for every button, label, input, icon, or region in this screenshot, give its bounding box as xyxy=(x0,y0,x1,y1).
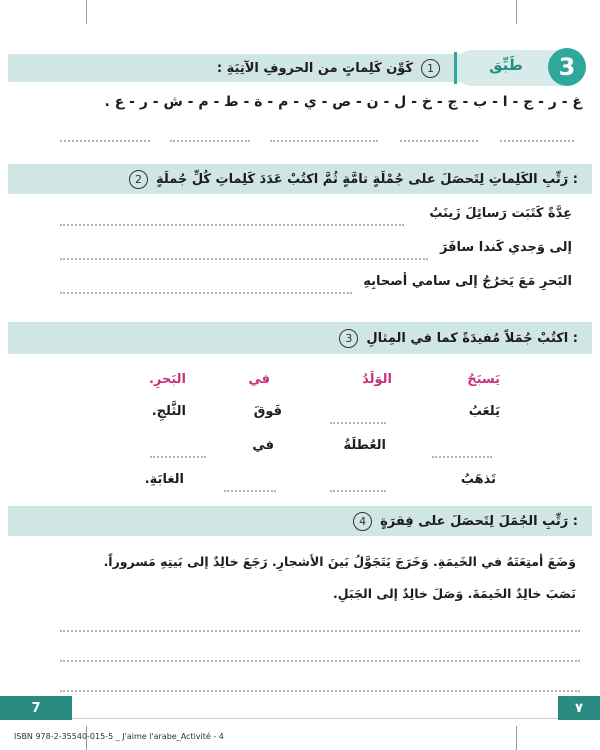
example-subject: الوَلَدُ xyxy=(362,372,392,387)
row-object: الثَّلجِ. xyxy=(151,404,186,419)
answer-dots xyxy=(60,690,580,692)
crop-mark xyxy=(86,0,87,24)
example-verb: يَسبَحُ xyxy=(467,372,500,387)
row-verb: تَذهَبُ xyxy=(460,472,496,487)
section-2-instruction: رَتِّبِ الكَلِماتِ لِتَحصَلَ على جُمْلَةٍ تامَّةٍ ثُمَّ اكتُبْ عَدَدَ كَلِماتِ كُلِّ جُملَةٍ : xyxy=(156,171,578,187)
exercise-badge-line xyxy=(454,52,457,84)
section-number-icon: 1 xyxy=(421,59,440,78)
row-verb: يَلعَبُ xyxy=(468,404,500,419)
answer-dots xyxy=(60,292,352,294)
answer-dots xyxy=(170,140,250,142)
isbn-text: ISBN 978-2-35540-015-5 _ J'aime l'arabe_Activité - 4 xyxy=(14,732,224,741)
footer-line xyxy=(72,718,558,719)
example-object: البَحرِ. xyxy=(148,372,186,387)
row-prep: فَوقَ xyxy=(253,404,282,419)
answer-dots xyxy=(60,660,580,662)
crop-mark xyxy=(516,0,517,24)
answer-dots xyxy=(224,490,276,492)
section-2-title xyxy=(129,164,578,194)
section-1-title xyxy=(217,55,440,81)
answer-dots xyxy=(270,140,378,142)
section-4-title xyxy=(353,506,578,536)
section-1-instruction: كَوِّن كَلِماتٍ من الحروفِ الآتِيَةِ : xyxy=(216,60,413,76)
section-4-instruction: رَتِّبِ الجُمَلَ لِتَحصَلَ على فِقرَةٍ : xyxy=(380,513,578,529)
page-number: 7 xyxy=(31,700,41,716)
scramble-line: إلى وَجدي كَندا سافَرَ xyxy=(439,240,572,255)
section-number-icon: 4 xyxy=(353,512,372,531)
answer-dots xyxy=(150,456,206,458)
section-3-instruction: اكتُبْ جُمَلاً مُفيدَةً كما في المِثالِ : xyxy=(366,330,578,346)
paragraph-line-1: وَضَعَ أمتِعَتَهُ في الخَيمَةِ. وَخَرَجَ يَتَجَوَّلُ بَينَ الأشجارِ. رَجَعَ خالِدٌ إلى بَيتِهِ مَسروراً. xyxy=(103,554,576,569)
scramble-line: البَحرِ مَعَ يَخرُجُ إلى سامي أصحابِهِ xyxy=(363,274,572,289)
answer-dots xyxy=(60,630,580,632)
answer-dots xyxy=(330,490,386,492)
row-object: الغابَةِ. xyxy=(144,472,184,487)
answer-dots xyxy=(60,224,404,226)
paragraph-line-2: نَصَبَ خالِدٌ الخَيمَةَ. وَصَلَ خالِدٌ إلى الجَبَلِ. xyxy=(332,586,576,601)
crop-mark xyxy=(516,726,517,750)
scramble-line: عِدَّةً كَتَبَت رَسائِلَ زَينَبُ xyxy=(429,206,572,221)
row-prep: في xyxy=(252,438,274,453)
footer-page-tab-left xyxy=(0,696,72,720)
section-3-title xyxy=(339,322,578,354)
page-number-arabic: ٧ xyxy=(575,700,583,716)
answer-dots xyxy=(330,422,386,424)
footer-page-tab-right xyxy=(558,696,600,720)
exercise-number: 3 xyxy=(558,53,576,81)
exercise-number-circle xyxy=(548,48,586,86)
answer-dots xyxy=(400,140,478,142)
section-number-icon: 2 xyxy=(129,170,148,189)
exercise-label: طَبِّق xyxy=(489,56,523,74)
row-subject: العُطلَةُ xyxy=(343,438,386,453)
answer-dots xyxy=(432,456,492,458)
letters-line: غ - ر - ج - ا - ب - ج - خ - ل - ن - ص - ي - م - ة - ط - م - ش - ر - ع . xyxy=(104,94,582,110)
example-prep: في xyxy=(248,372,270,387)
answer-dots xyxy=(60,258,428,260)
answer-dots xyxy=(500,140,574,142)
answer-dots xyxy=(60,140,150,142)
section-number-icon: 3 xyxy=(339,329,358,348)
